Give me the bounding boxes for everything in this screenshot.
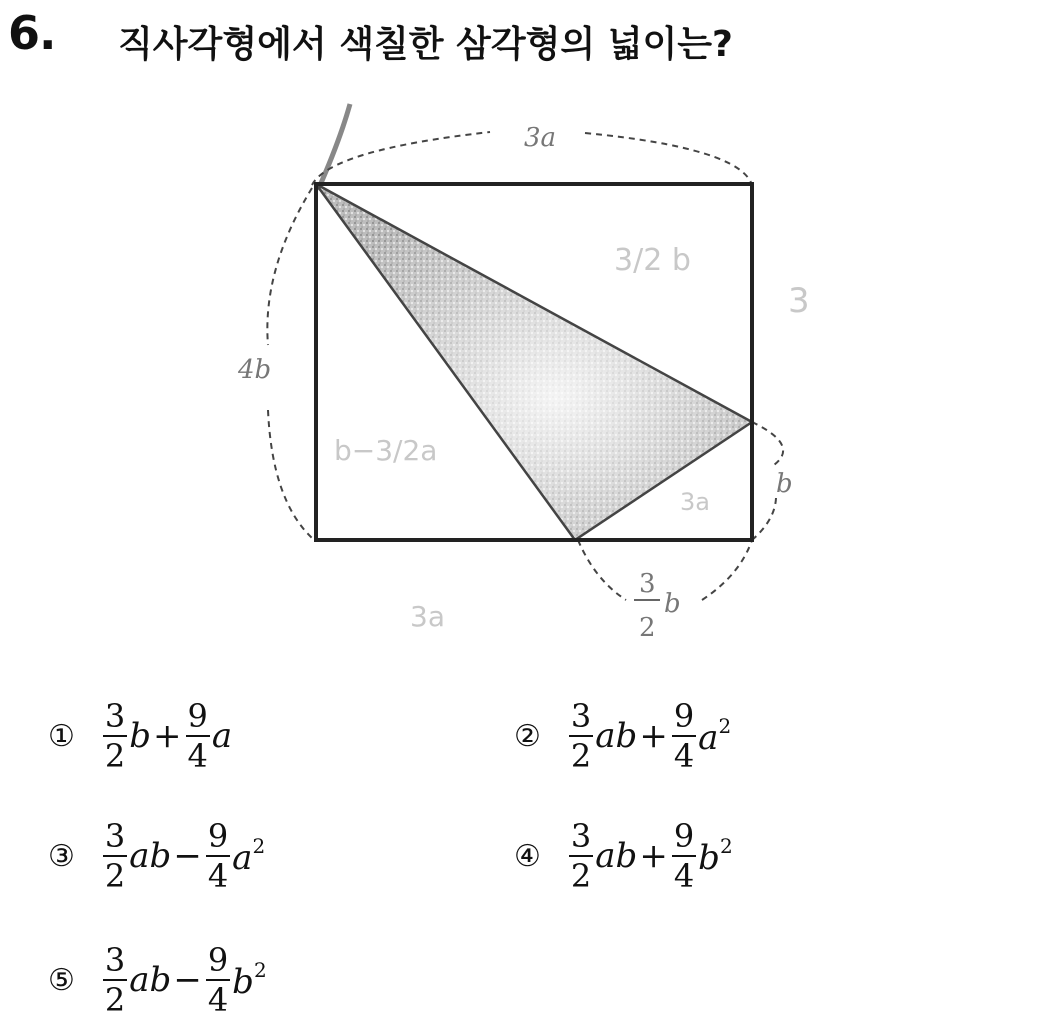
fraction: $\frac{3}{2}$ [570,697,592,775]
term: $a^2$ [698,714,732,758]
term: ab [595,836,638,876]
exponent: 2 [253,958,267,982]
dashed-arc-left-lower [268,410,312,538]
label-bottom-num: 3 [639,569,656,599]
pencil-note: 3a [680,488,710,516]
term: $a^2$ [232,834,266,878]
choice-1[interactable] [48,697,233,775]
pencil-note: 3/2 b [614,243,691,278]
choice-mark: ③ [48,838,75,874]
label-right-lower: b [776,469,793,499]
operator: + [639,836,668,876]
label-bottom-var: b [664,589,681,619]
pencil-note: b−3/2a [334,434,438,467]
term: b [129,716,152,756]
choice-2[interactable] [514,697,732,775]
choice-4[interactable] [514,817,733,895]
shaded-triangle-highlight [316,184,752,540]
term: $b^2$ [232,958,267,1002]
fraction: $\frac{3}{2}$ [104,817,126,895]
label-left: 4b [238,355,272,385]
choice-mark: ① [48,718,75,754]
term: $b^2$ [698,834,733,878]
fraction: $\frac{3}{2}$ [104,697,126,775]
operator: + [153,716,182,756]
pencil-note: 3a [410,600,445,633]
exponent: 2 [252,834,266,858]
fraction: $\frac{3}{2}$ [104,941,126,1019]
choice-mark: ④ [514,838,541,874]
pencil-note: 3 [788,281,810,321]
label-bottom-den: 2 [639,613,656,643]
fraction: $\frac{9}{4}$ [673,817,695,895]
exponent: 2 [718,714,732,738]
term: ab [595,716,638,756]
pencil-stroke [318,104,350,190]
fraction: $\frac{9}{4}$ [207,817,229,895]
fraction: $\frac{9}{4}$ [187,697,208,775]
question-number: 6. [8,6,56,60]
fraction: $\frac{9}{4}$ [673,697,695,775]
question-text: 직사각형에서 색칠한 삼각형의 넓이는? [118,24,733,65]
dashed-arc-left-upper [267,188,312,345]
fraction: $\frac{3}{2}$ [570,817,592,895]
term: a [211,716,233,756]
label-top: 3a [524,123,557,153]
choice-mark: ⑤ [48,962,75,998]
choice-3[interactable] [48,817,266,895]
fraction: $\frac{9}{4}$ [207,941,229,1019]
operator: + [639,716,668,756]
operator: − [173,960,202,1000]
term: ab [129,960,172,1000]
choice-mark: ② [514,718,541,754]
exponent: 2 [719,834,733,858]
choice-5[interactable] [48,941,267,1019]
term: ab [129,836,172,876]
operator: − [173,836,202,876]
dashed-arc-top-right [585,133,752,185]
